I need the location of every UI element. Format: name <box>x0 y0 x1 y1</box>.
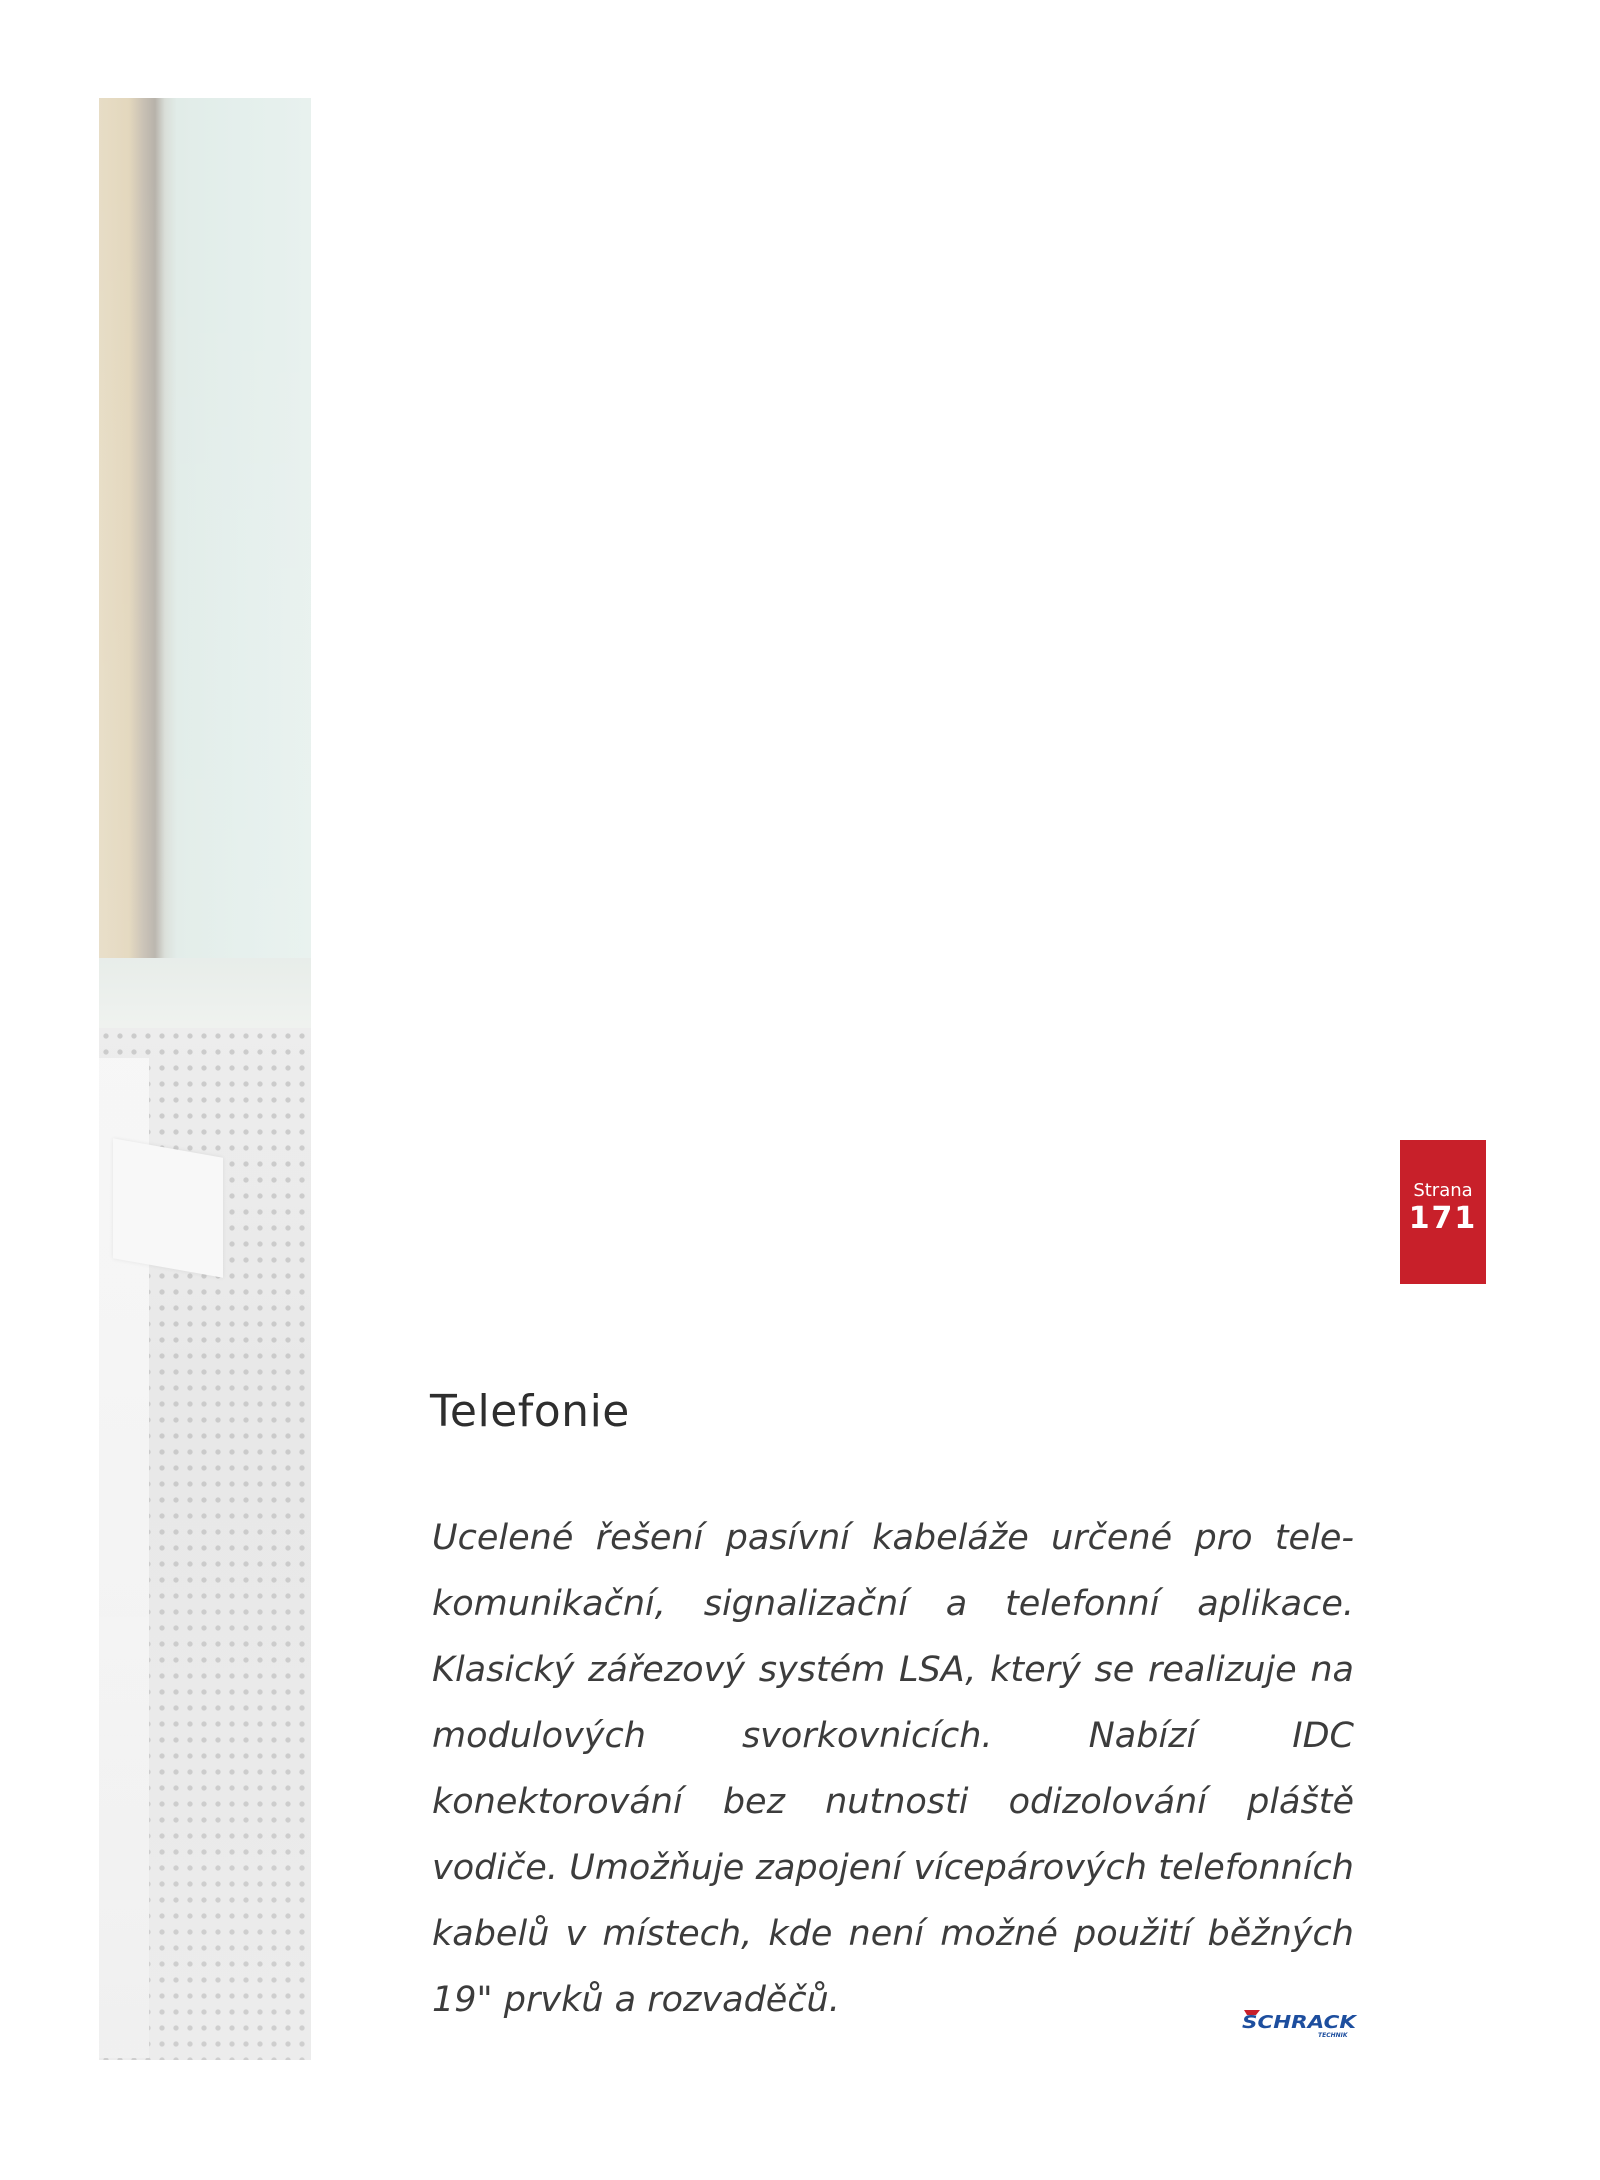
page-tab-number: 171 <box>1408 1201 1478 1236</box>
section-description: Ucelené řešení pasívní kabeláže určené pro telekomunikační, signalizační a telefonní aplikace. Klasický zářezový systém LSA, který se realizuje na modulových svorkovnicích. Nabízí IDC konektorování bez nutnosti odizolování pláště vodiče. Umožňuje zapojení vícepárových telefonních kabelů v místech, kde není možné použití běžných 19" prvků a rozvaděčů. <box>432 1518 1354 2020</box>
schrack-technik-logo <box>1238 2006 1358 2040</box>
section-title: Telefonie <box>430 1386 630 1437</box>
page-reference-tab <box>1400 1140 1486 1284</box>
section-photo <box>99 98 311 2060</box>
page-tab-label: Strana <box>1413 1180 1473 1201</box>
logo-subtext: TECHNIK <box>1318 2032 1348 2039</box>
photo-fade-overlay <box>99 98 311 2060</box>
logo-wordmark: SCHRACK <box>1242 2012 1358 2033</box>
